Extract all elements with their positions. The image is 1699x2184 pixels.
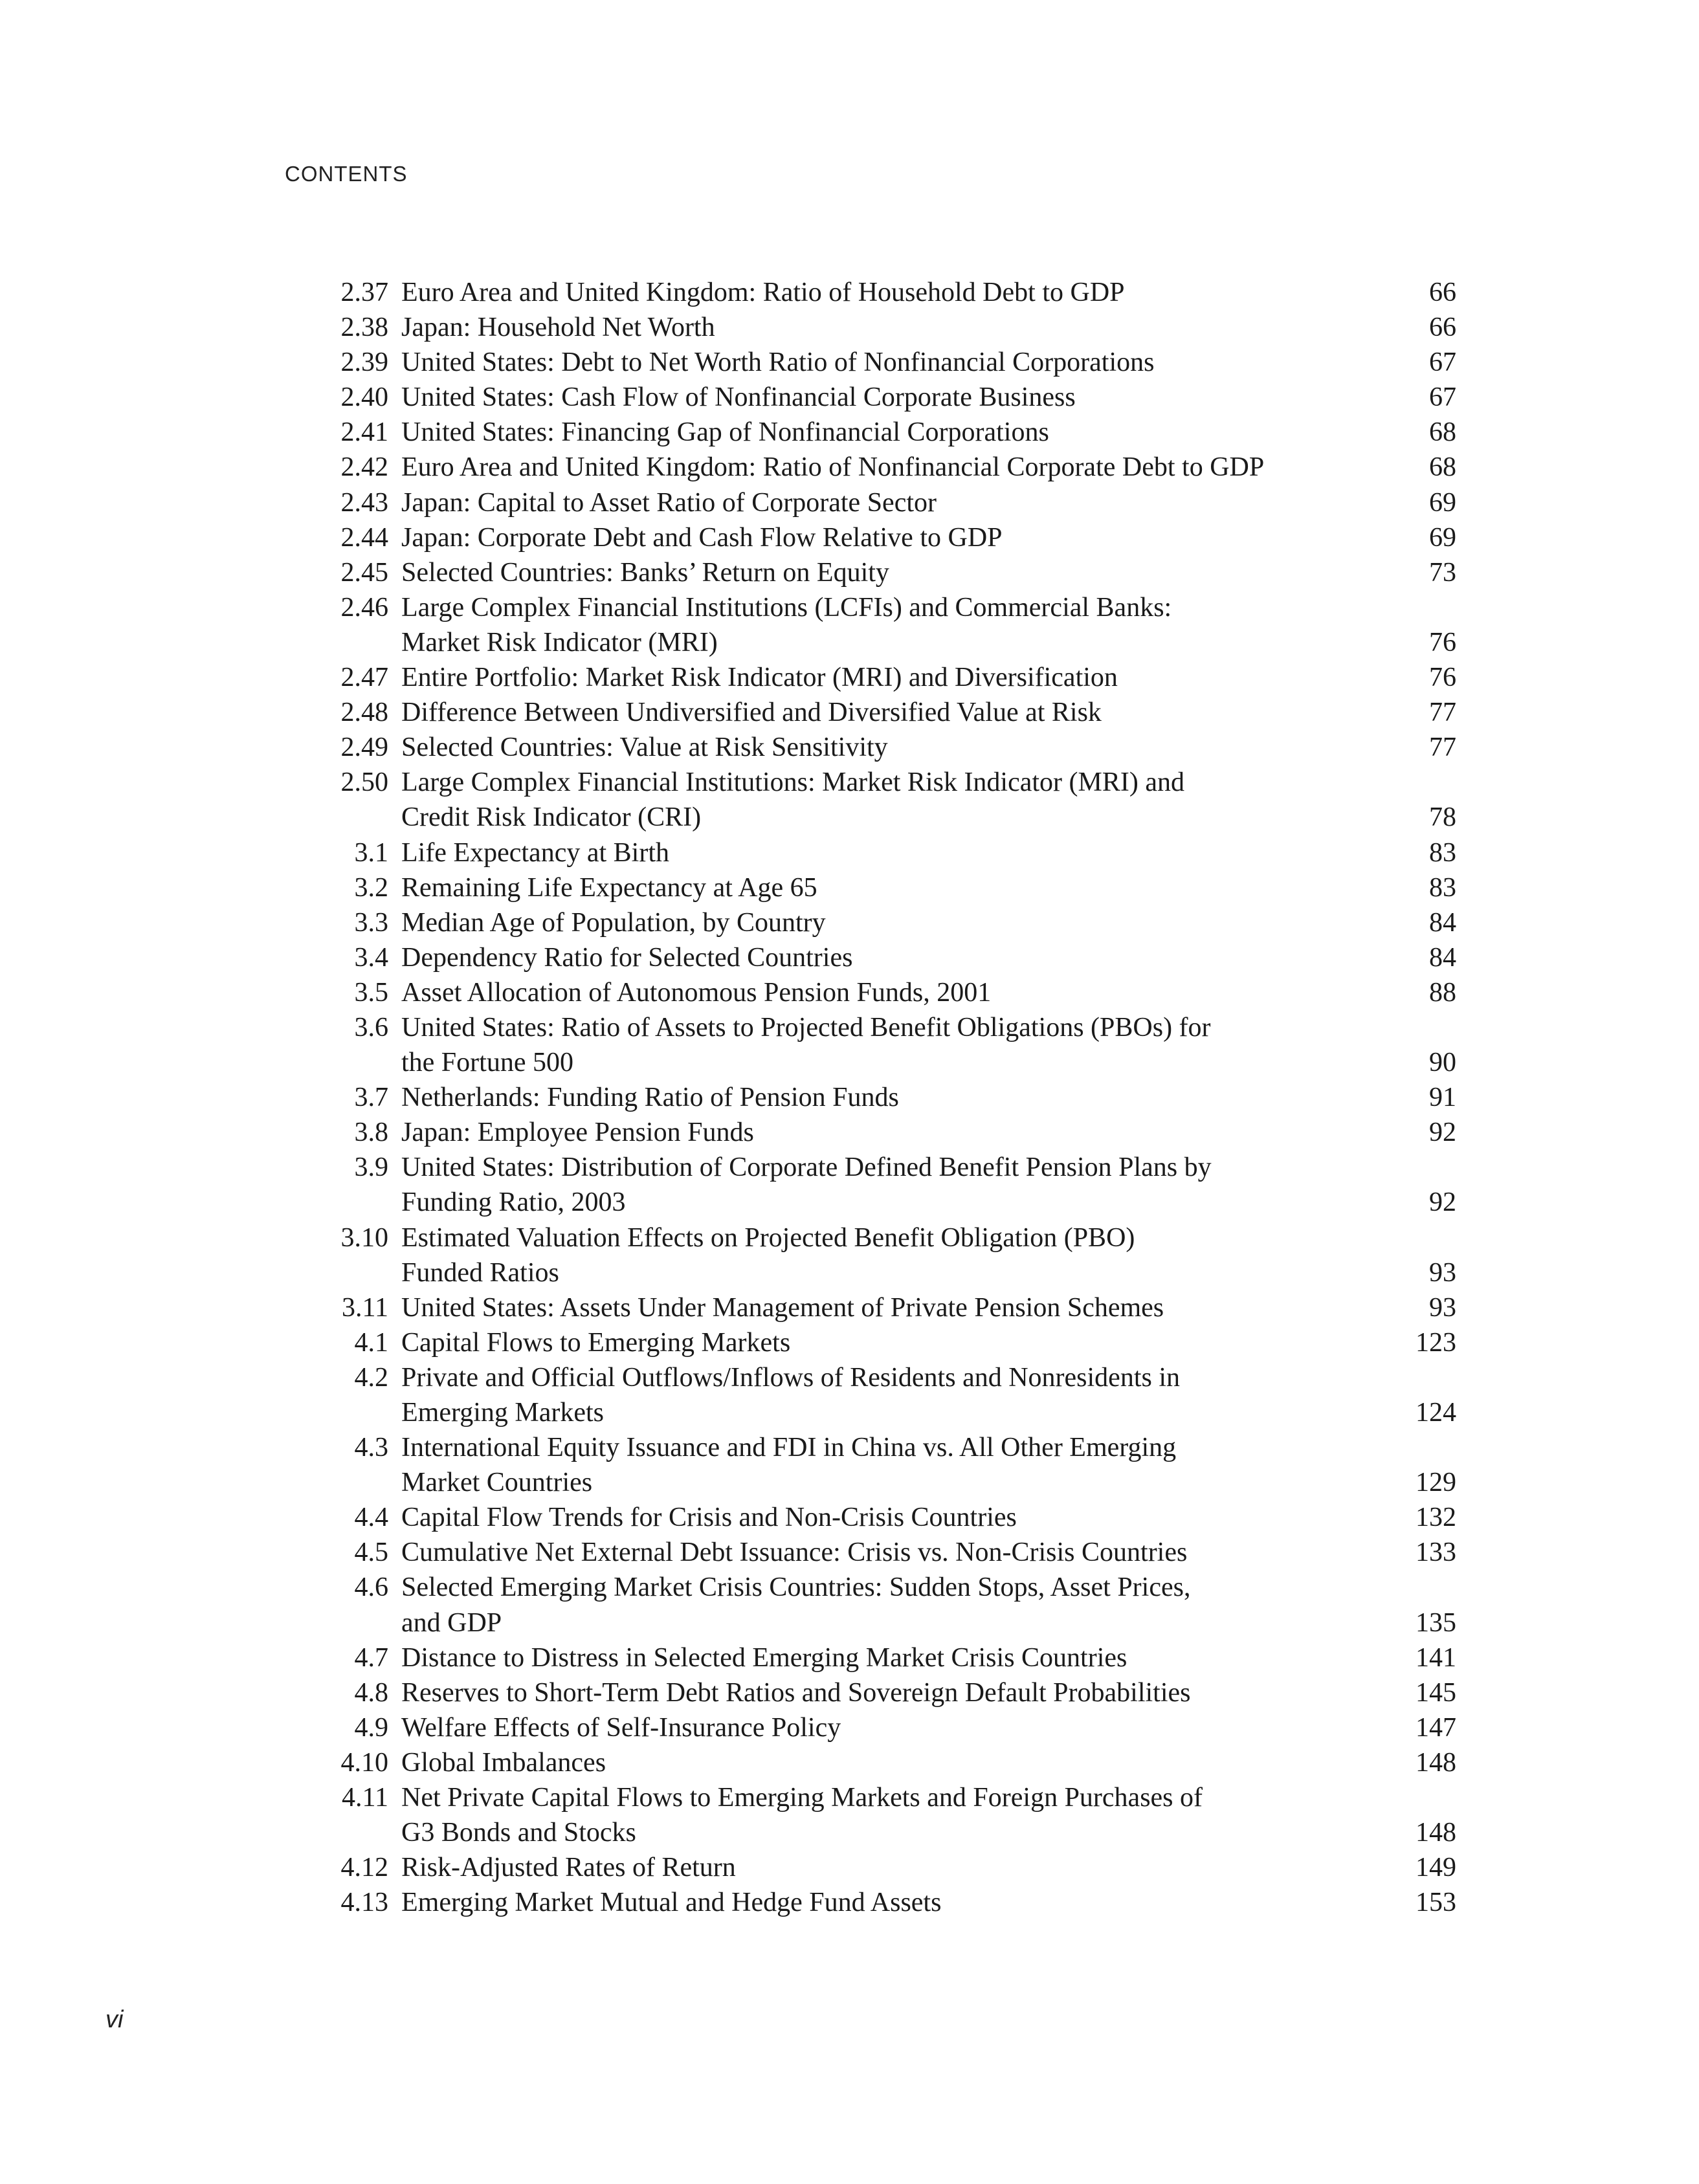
entry-number: 2.38 xyxy=(340,313,388,343)
entry-number: 3.8 xyxy=(354,1118,388,1148)
toc-entry-line xyxy=(317,590,1456,625)
toc-entry-line xyxy=(317,1395,1456,1430)
entry-page: 141 xyxy=(1416,1642,1456,1673)
entry-number: 2.48 xyxy=(340,698,388,728)
entry-number: 2.40 xyxy=(340,382,388,413)
entry-page: 76 xyxy=(1429,627,1456,657)
entry-page: 129 xyxy=(1416,1468,1456,1498)
entry-title: Japan: Household Net Worth xyxy=(401,313,715,343)
toc-entry-line xyxy=(317,1885,1456,1920)
entry-page: 135 xyxy=(1416,1607,1456,1638)
toc-entry-line xyxy=(317,765,1456,800)
toc-entry-line xyxy=(317,940,1456,975)
entry-title: Credit Risk Indicator (CRI) xyxy=(401,802,702,833)
toc-entry-line xyxy=(317,1745,1456,1780)
toc-entry-line xyxy=(317,800,1456,835)
entry-page: 78 xyxy=(1429,802,1456,833)
entry-page: 92 xyxy=(1429,1118,1456,1148)
table-of-contents xyxy=(317,275,1456,1920)
toc-entry-line xyxy=(317,555,1456,590)
entry-page: 90 xyxy=(1429,1048,1456,1078)
entry-title: Median Age of Population, by Country xyxy=(401,907,826,938)
entry-page: 66 xyxy=(1429,278,1456,307)
toc-entry-line xyxy=(317,1815,1456,1850)
entry-title: United States: Cash Flow of Nonfinancial Corporate Business xyxy=(401,382,1076,413)
toc-entry-line xyxy=(317,1325,1456,1360)
toc-entry-line xyxy=(317,1850,1456,1885)
toc-entry-line xyxy=(317,1255,1456,1290)
entry-title: Capital Flow Trends for Crisis and Non-Crisis Countries xyxy=(401,1503,1017,1533)
toc-entry-line xyxy=(317,695,1456,730)
toc-entry-line xyxy=(317,1605,1456,1640)
toc-entry-line xyxy=(317,345,1456,380)
toc-entry-line xyxy=(317,1535,1456,1570)
entry-page: 73 xyxy=(1429,557,1456,588)
entry-title: Selected Countries: Banks’ Return on Equity xyxy=(401,557,889,588)
toc-entry-line xyxy=(317,905,1456,940)
entry-number: 2.49 xyxy=(340,733,388,763)
entry-title: United States: Financing Gap of Nonfinancial Corporations xyxy=(401,417,1049,448)
entry-page: 77 xyxy=(1429,698,1456,728)
entry-page: 148 xyxy=(1416,1818,1456,1848)
entry-title: Reserves to Short-Term Debt Ratios and Sovereign Default Probabilities xyxy=(401,1677,1191,1708)
entry-page: 67 xyxy=(1429,382,1456,413)
entry-number: 2.43 xyxy=(340,487,388,518)
entry-page: 67 xyxy=(1429,347,1456,378)
entry-page: 147 xyxy=(1416,1712,1456,1743)
entry-title: Private and Official Outflows/Inflows of Residents and Nonresidents in xyxy=(401,1362,1181,1393)
entry-page: 76 xyxy=(1429,663,1456,693)
entry-page: 91 xyxy=(1429,1083,1456,1113)
toc-entry-line xyxy=(317,485,1456,520)
entry-page: 66 xyxy=(1429,313,1456,343)
entry-number: 4.9 xyxy=(354,1712,388,1743)
entry-title: United States: Debt to Net Worth Ratio of Nonfinancial Corporations xyxy=(401,347,1155,378)
toc-entry-line xyxy=(317,1290,1456,1325)
entry-title: Capital Flows to Emerging Markets xyxy=(401,1327,791,1358)
toc-entry-line xyxy=(317,625,1456,660)
toc-entry-line xyxy=(317,1570,1456,1605)
entry-page: 133 xyxy=(1416,1538,1456,1568)
entry-number: 3.2 xyxy=(354,872,388,903)
entry-page: 88 xyxy=(1429,977,1456,1008)
toc-entry-line xyxy=(317,1430,1456,1465)
entry-number: 4.7 xyxy=(354,1642,388,1673)
entry-page: 148 xyxy=(1416,1747,1456,1778)
entry-number: 3.6 xyxy=(354,1012,388,1042)
entry-page: 93 xyxy=(1429,1292,1456,1323)
entry-number: 2.47 xyxy=(340,663,388,693)
toc-entry-line xyxy=(317,415,1456,450)
entry-page: 68 xyxy=(1429,452,1456,483)
entry-title: United States: Distribution of Corporate Defined Benefit Pension Plans by xyxy=(401,1153,1212,1183)
entry-page: 124 xyxy=(1416,1398,1456,1428)
toc-entry-line xyxy=(317,730,1456,765)
entry-title: Cumulative Net External Debt Issuance: Crisis vs. Non-Crisis Countries xyxy=(401,1538,1188,1568)
entry-title: United States: Assets Under Management of Private Pension Schemes xyxy=(401,1292,1164,1323)
entry-title: Large Complex Financial Institutions (LCFIs) and Commercial Banks: xyxy=(401,592,1172,623)
toc-entry-line xyxy=(317,450,1456,485)
entry-page: 84 xyxy=(1429,907,1456,938)
toc-entry-line xyxy=(317,1675,1456,1710)
entry-number: 3.4 xyxy=(354,942,388,973)
toc-entry-line xyxy=(317,975,1456,1010)
entry-page: 83 xyxy=(1429,872,1456,903)
toc-entry-line xyxy=(317,1465,1456,1500)
entry-title: Netherlands: Funding Ratio of Pension Funds xyxy=(401,1083,899,1113)
entry-page: 153 xyxy=(1416,1888,1456,1918)
toc-entry-line xyxy=(317,520,1456,555)
toc-entry-line xyxy=(317,1220,1456,1255)
entry-title: Funding Ratio, 2003 xyxy=(401,1187,626,1218)
toc-entry-line xyxy=(317,1500,1456,1535)
entry-number: 4.8 xyxy=(354,1677,388,1708)
entry-number: 4.10 xyxy=(340,1747,388,1778)
entry-title: Emerging Market Mutual and Hedge Fund Assets xyxy=(401,1888,942,1918)
entry-title: Dependency Ratio for Selected Countries xyxy=(401,942,853,973)
entry-page: 69 xyxy=(1429,522,1456,553)
toc-entry-line xyxy=(317,660,1456,695)
entry-number: 2.41 xyxy=(340,417,388,448)
entry-title: Japan: Capital to Asset Ratio of Corporate Sector xyxy=(401,487,937,518)
entry-number: 4.1 xyxy=(354,1327,388,1358)
entry-number: 3.3 xyxy=(354,907,388,938)
entry-title: Selected Emerging Market Crisis Countries: Sudden Stops, Asset Prices, xyxy=(401,1572,1191,1603)
entry-page: 132 xyxy=(1416,1503,1456,1533)
entry-page: 77 xyxy=(1429,733,1456,763)
entry-number: 4.2 xyxy=(354,1362,388,1393)
toc-entry-line xyxy=(317,1780,1456,1815)
entry-number: 3.5 xyxy=(354,977,388,1008)
entry-number: 4.13 xyxy=(340,1888,388,1918)
entry-number: 3.10 xyxy=(340,1222,388,1253)
toc-entry-line xyxy=(317,1045,1456,1080)
entry-title: Life Expectancy at Birth xyxy=(401,837,669,868)
toc-entry-line xyxy=(317,1640,1456,1675)
entry-title: Market Countries xyxy=(401,1468,593,1498)
entry-page: 92 xyxy=(1429,1187,1456,1218)
entry-number: 2.37 xyxy=(340,278,388,307)
entry-number: 3.11 xyxy=(342,1292,388,1323)
page-number: vi xyxy=(105,2006,124,2033)
toc-entry-line xyxy=(317,380,1456,415)
entry-title: Market Risk Indicator (MRI) xyxy=(401,627,718,657)
entry-page: 69 xyxy=(1429,487,1456,518)
entry-number: 3.1 xyxy=(354,837,388,868)
entry-title: Net Private Capital Flows to Emerging Markets and Foreign Purchases of xyxy=(401,1783,1203,1813)
entry-title: Asset Allocation of Autonomous Pension Funds, 2001 xyxy=(401,977,992,1008)
entry-title: Estimated Valuation Effects on Projected Benefit Obligation (PBO) xyxy=(401,1222,1135,1253)
entry-page: 93 xyxy=(1429,1257,1456,1288)
entry-number: 4.6 xyxy=(354,1572,388,1603)
entry-title: Difference Between Undiversified and Diversified Value at Risk xyxy=(401,698,1102,728)
toc-entry-line xyxy=(317,1710,1456,1745)
toc-entry-line xyxy=(317,870,1456,905)
entry-page: 83 xyxy=(1429,837,1456,868)
toc-entry-line xyxy=(317,1360,1456,1395)
toc-entry-line xyxy=(317,1115,1456,1150)
entry-page: 149 xyxy=(1416,1853,1456,1883)
toc-entry-line xyxy=(317,835,1456,870)
entry-title: Japan: Employee Pension Funds xyxy=(401,1118,754,1148)
entry-page: 84 xyxy=(1429,942,1456,973)
toc-entry-line xyxy=(317,1010,1456,1045)
entry-number: 3.9 xyxy=(354,1153,388,1183)
entry-page: 68 xyxy=(1429,417,1456,448)
entry-title: Global Imbalances xyxy=(401,1747,606,1778)
entry-title: Remaining Life Expectancy at Age 65 xyxy=(401,872,817,903)
toc-entry-line xyxy=(317,1185,1456,1220)
entry-number: 2.45 xyxy=(340,557,388,588)
entry-number: 3.7 xyxy=(354,1083,388,1113)
running-head: CONTENTS xyxy=(285,162,408,186)
entry-title: Welfare Effects of Self-Insurance Policy xyxy=(401,1712,841,1743)
entry-title: Distance to Distress in Selected Emerging Market Crisis Countries xyxy=(401,1642,1127,1673)
entry-number: 2.39 xyxy=(340,347,388,378)
entry-number: 2.44 xyxy=(340,522,388,553)
entry-page: 145 xyxy=(1416,1677,1456,1708)
entry-title: Entire Portfolio: Market Risk Indicator (MRI) and Diversification xyxy=(401,663,1118,693)
entry-number: 2.42 xyxy=(340,452,388,483)
entry-title: and GDP xyxy=(401,1607,502,1638)
toc-entry-line xyxy=(317,275,1456,310)
entry-title: Risk-Adjusted Rates of Return xyxy=(401,1853,736,1883)
entry-number: 4.11 xyxy=(342,1783,388,1813)
entry-title: Selected Countries: Value at Risk Sensitivity xyxy=(401,733,888,763)
entry-title: Emerging Markets xyxy=(401,1398,604,1428)
entry-number: 4.12 xyxy=(340,1853,388,1883)
entry-page: 123 xyxy=(1416,1327,1456,1358)
entry-number: 2.46 xyxy=(340,592,388,623)
toc-entry-line xyxy=(317,310,1456,345)
entry-title: the Fortune 500 xyxy=(401,1048,573,1078)
entry-title: Euro Area and United Kingdom: Ratio of Nonfinancial Corporate Debt to GDP xyxy=(401,452,1265,483)
entry-title: Large Complex Financial Institutions: Market Risk Indicator (MRI) and xyxy=(401,767,1185,798)
toc-entry-line xyxy=(317,1150,1456,1185)
entry-title: Japan: Corporate Debt and Cash Flow Relative to GDP xyxy=(401,522,1003,553)
entry-title: United States: Ratio of Assets to Projected Benefit Obligations (PBOs) for xyxy=(401,1012,1211,1042)
entry-title: Funded Ratios xyxy=(401,1257,559,1288)
toc-entry-line xyxy=(317,1080,1456,1115)
entry-title: International Equity Issuance and FDI in China vs. All Other Emerging xyxy=(401,1433,1177,1463)
entry-number: 4.3 xyxy=(354,1433,388,1463)
entry-number: 4.5 xyxy=(354,1538,388,1568)
entry-number: 4.4 xyxy=(354,1503,388,1533)
entry-title: G3 Bonds and Stocks xyxy=(401,1818,636,1848)
entry-title: Euro Area and United Kingdom: Ratio of Household Debt to GDP xyxy=(401,278,1125,307)
entry-number: 2.50 xyxy=(340,767,388,798)
